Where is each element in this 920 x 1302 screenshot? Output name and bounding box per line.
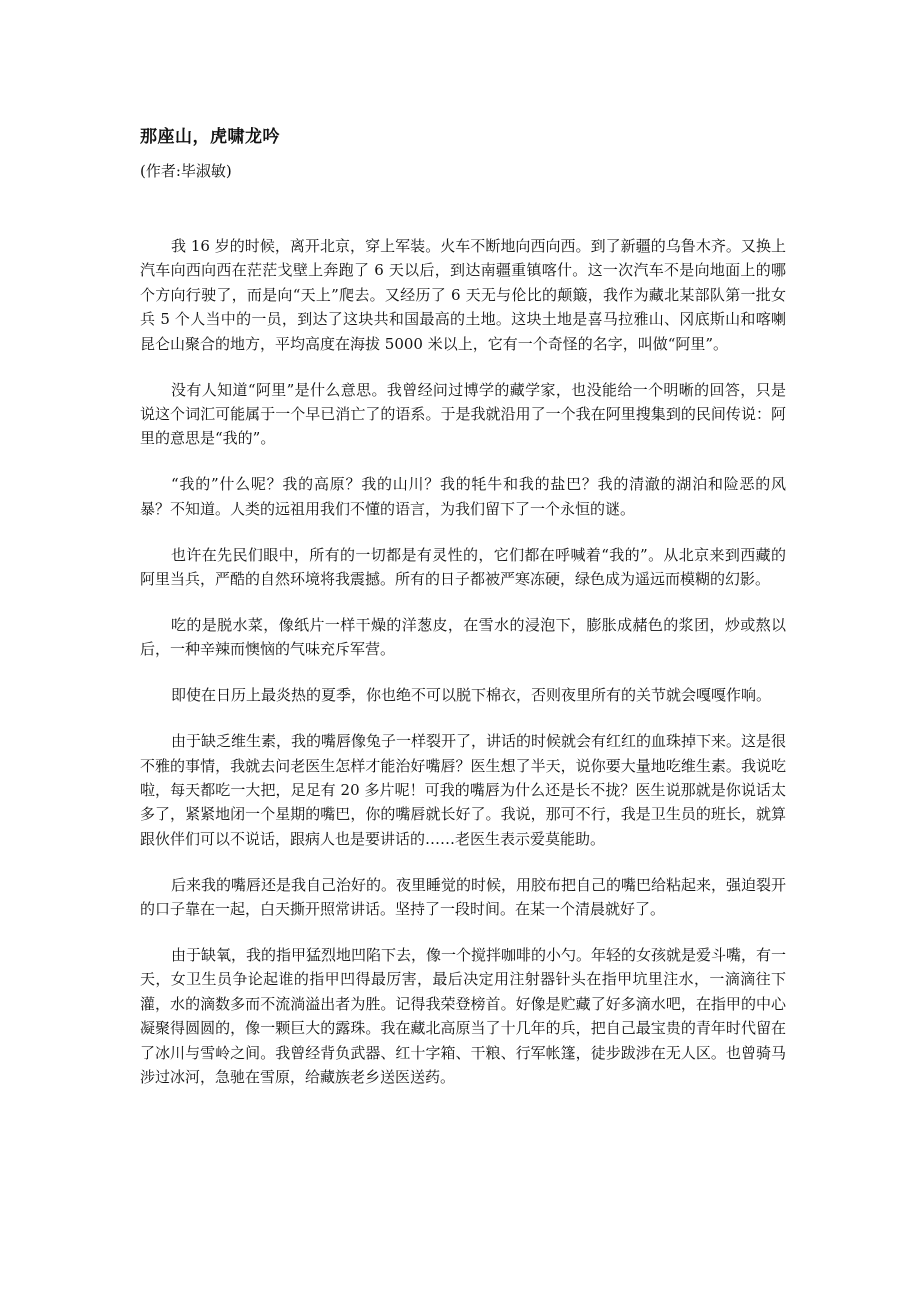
paragraph: 没有人知道“阿里”是什么意思。我曾经问过博学的藏学家，也没能给一个明晰的回答，只是说这个词汇可能属于一个早已消亡了的语系。于是我就沿用了一个我在阿里搜集到的民间传说：阿里的意思是“我的”。 [140, 380, 786, 448]
article-title: 那座山，虎啸龙吟 [140, 127, 280, 147]
paragraph: 由于缺氧，我的指甲猛烈地凹陷下去，像一个搅拌咖啡的小勺。年轻的女孩就是爱斗嘴，有一天，女卫生员争论起谁的指甲凹得最厉害，最后决定用注射器针头在指甲坑里注水，一滴滴往下灌，水的滴数多而不流淌溢出者为胜。记得我荣登榜首。好像是贮藏了好多滴水吧，在指甲的中心凝聚得圆圆的，像一颗巨大的露珠。我在藏北高原当了十几年的兵，把自己最宝贵的青年时代留在了冰川与雪岭之间。我曾经背负武器、红十字箱、干粮、行军帐篷，徒步跋涉在无人区。也曾骑马涉过冰河，急驰在雪原，给藏族老乡送医送药。 [140, 945, 787, 1086]
article-author: (作者:毕淑敏) [140, 162, 232, 180]
paragraph: “我的”什么呢？我的高原？我的山川？我的牦牛和我的盐巴？我的清澈的湖泊和险恶的风暴？不知道。人类的远祖用我们不懂的语言，为我们留下了一个永恒的谜。 [140, 475, 786, 518]
paragraph: 也许在先民们眼中，所有的一切都是有灵性的，它们都在呼喊着“我的”。从北京来到西藏的阿里当兵，严酷的自然环境将我震撼。所有的日子都被严寒冻硬，绿色成为遥远而模糊的幻影。 [140, 545, 786, 588]
article-body [140, 234, 786, 1111]
paragraph: 后来我的嘴唇还是我自己治好的。夜里睡觉的时候，用胶布把自己的嘴巴给粘起来，强迫裂开的口子靠在一起，白天撕开照常讲话。坚持了一段时间。在某一个清晨就好了。 [140, 875, 787, 919]
paragraph: 吃的是脱水菜，像纸片一样干燥的洋葱皮，在雪水的浸泡下，膨胀成赭色的浆团，炒或熬以后，一种辛辣而懊恼的气味充斥军营。 [140, 615, 786, 659]
paragraph: 我 16 岁的时候，离开北京，穿上军装。火车不断地向西向西。到了新疆的乌鲁木齐。又换上汽车向西向西在茫茫戈壁上奔跑了 6 天以后，到达南疆重镇喀什。这一次汽车不是向地面上的哪个方向行驶了，而是向“天上”爬去。又经历了 6 天无与伦比的颠簸，我作为藏北某部队第一批女兵 5 个人当中的一员，到达了这块共和国最高的土地。这块土地是喜马拉雅山、冈底斯山和喀喇昆仑山聚合的地方，平均高度在海拔 5000 米以上，它有一个奇怪的名字，叫做“阿里”。 [140, 237, 786, 353]
paragraph: 由于缺乏维生素，我的嘴唇像兔子一样裂开了，讲话的时候就会有红红的血珠掉下来。这是很不雅的事情，我就去问老医生怎样才能治好嘴唇？医生想了半天，说你要大量地吃维生素。我说吃啦，每天都吃一大把，足足有 20 多片呢！可我的嘴唇为什么还是长不拢？医生说那就是你说话太多了，紧紧地闭一个星期的嘴巴，你的嘴唇就长好了。我说，那可不行，我是卫生员的班长，就算跟伙伴们可以不说话，跟病人也是要讲话的……老医生表示爱莫能助。 [140, 732, 787, 848]
paragraph: 即使在日历上最炎热的夏季，你也绝不可以脱下棉衣，否则夜里所有的关节就会嘎嘎作响。 [171, 686, 772, 705]
